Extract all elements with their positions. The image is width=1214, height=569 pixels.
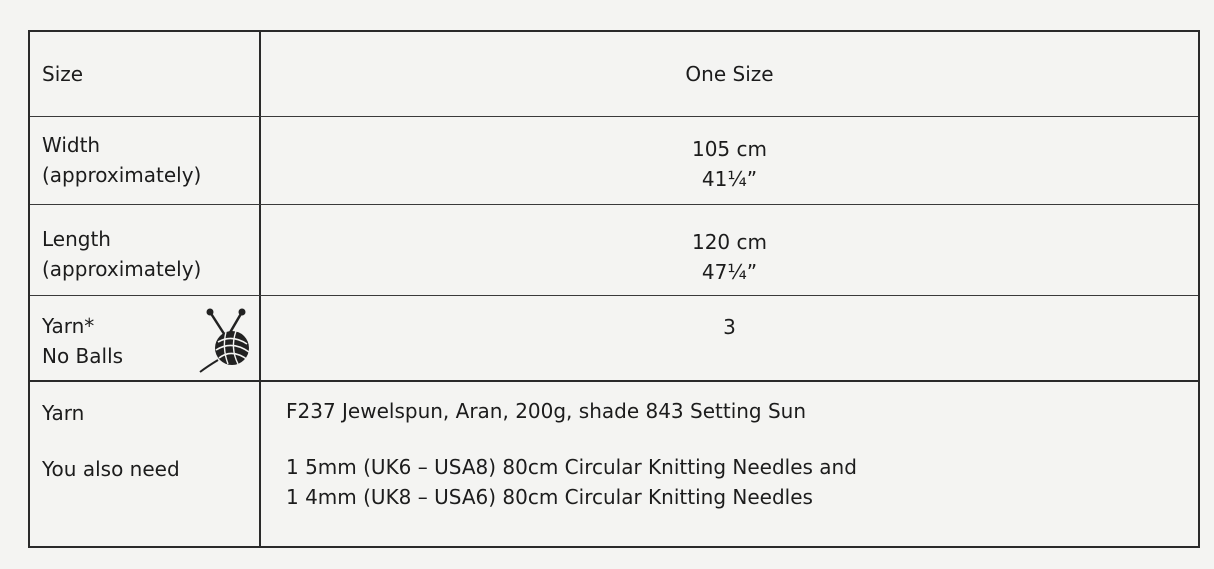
yarn-description: F237 Jewelspun, Aran, 200g, shade 843 Setting Sun (286, 399, 807, 423)
width-label (42, 130, 201, 190)
width-row (30, 117, 1198, 205)
size-row (30, 32, 1198, 117)
yarn-balls-label-line2: No Balls (42, 344, 124, 368)
size-value (261, 59, 1198, 89)
length-value-in: 47¼” (701, 260, 758, 284)
yarn-balls-count: 3 (723, 315, 736, 339)
yarn-balls-row (30, 296, 1198, 382)
width-value (261, 134, 1198, 194)
length-row (30, 205, 1198, 296)
length-value (261, 227, 1198, 287)
yarn-balls-label-line1: Yarn* (42, 314, 95, 338)
yarn-balls-value (261, 312, 1198, 342)
width-label-line2: (approximately) (42, 163, 202, 187)
width-value-cm: 105 cm (691, 137, 767, 161)
needles-line-1: 1 5mm (UK6 – USA8) 80cm Circular Knitting Needles and (286, 455, 857, 479)
length-value-cm: 120 cm (691, 230, 767, 254)
also-need-label: You also need (42, 457, 180, 481)
yarn-label: Yarn (42, 401, 85, 425)
width-value-in: 41¼” (701, 167, 758, 191)
size-value-text: One Size (685, 62, 774, 86)
materials-row (30, 382, 1198, 546)
length-label-line1: Length (42, 227, 111, 251)
yarn-balls-label (42, 311, 123, 371)
ball-of-yarn-with-needles-icon (198, 306, 254, 374)
size-label-text: Size (42, 62, 84, 86)
width-label-line1: Width (42, 133, 101, 157)
length-label (42, 224, 201, 284)
size-label (42, 59, 83, 89)
needles-line-2: 1 4mm (UK8 – USA6) 80cm Circular Knitting Needles (286, 485, 813, 509)
length-label-line2: (approximately) (42, 257, 202, 281)
pattern-spec-table (28, 30, 1200, 548)
